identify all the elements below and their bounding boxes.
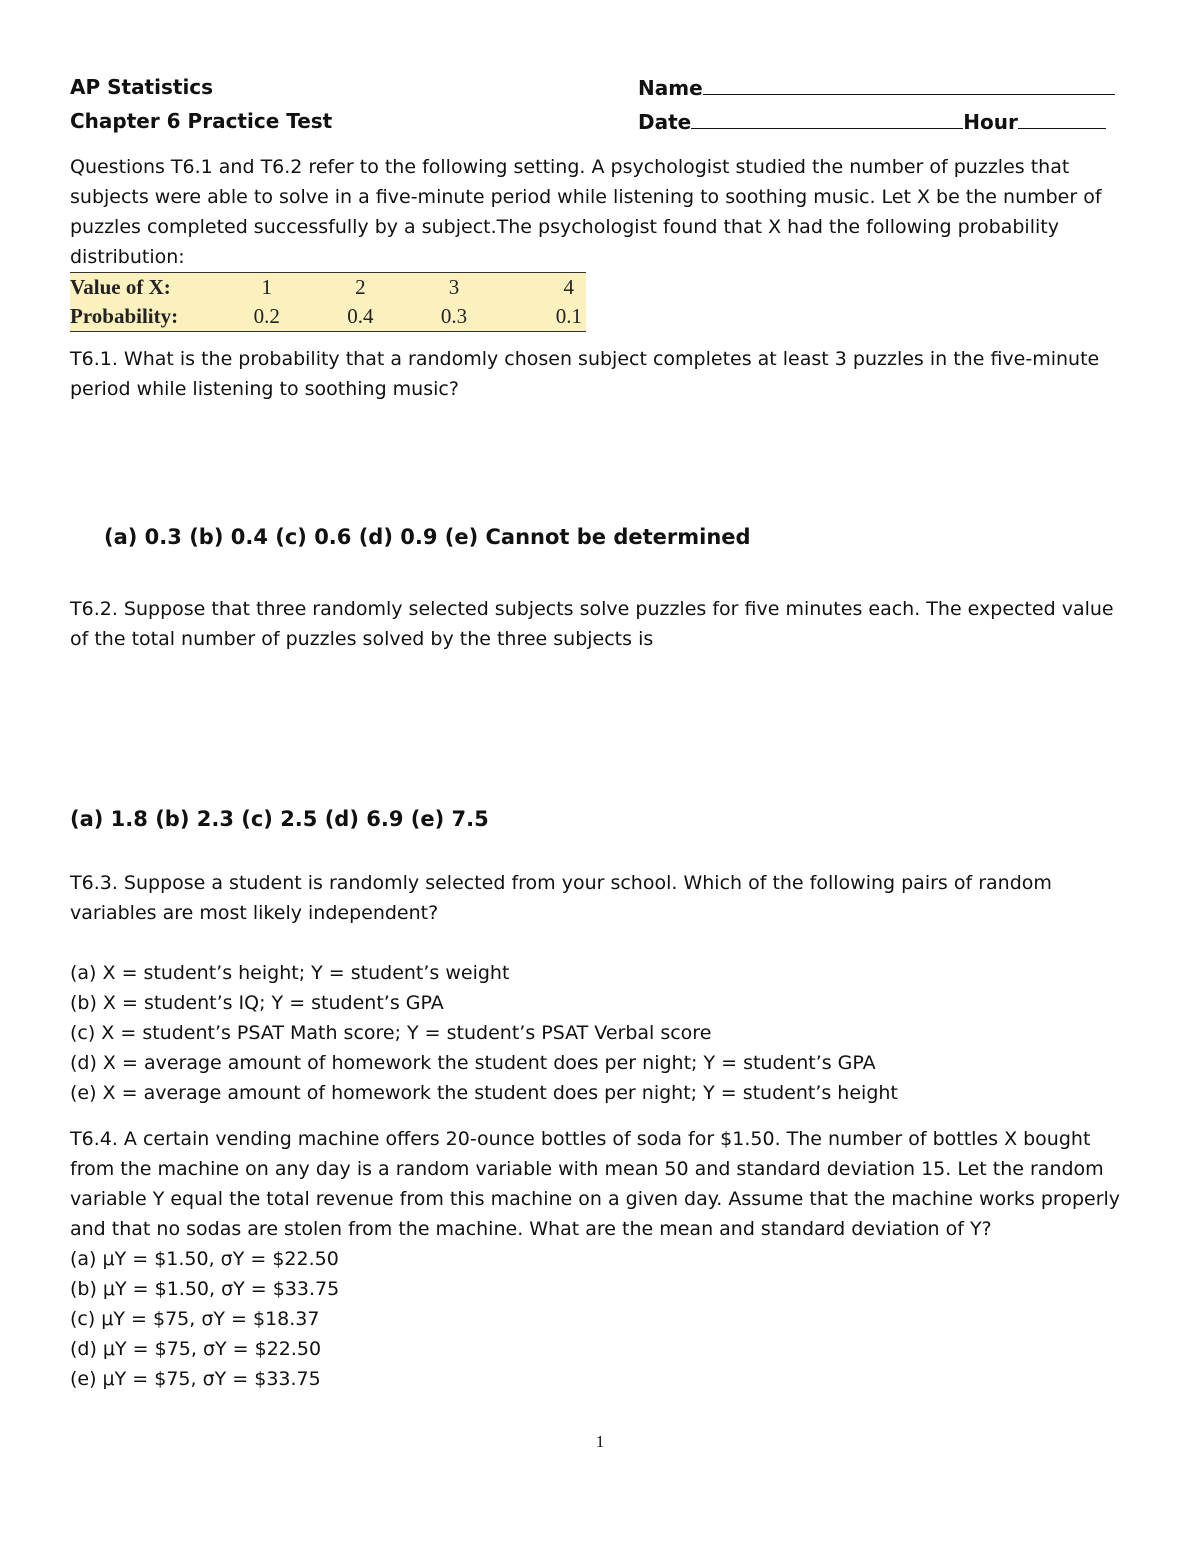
probability-cell: 0.4 xyxy=(347,304,374,328)
probability-cell: 0.3 xyxy=(440,304,468,328)
question-t6-3: T6.3. Suppose a student is randomly selected from your school. Which of the following pairs of random variables are most likely independent? xyxy=(70,872,1052,924)
hour-label: Hour xyxy=(963,110,1018,134)
question-t6-4: T6.4. A certain vending machine offers 20-ounce bottles of soda for $1.50. The number of bottles X bought from the machine on any day is a random variable with mean 50 and standard deviation 15. Let the random variable Y equal the total revenue from this machine on a given day. Assume that the machine works properly and that no sodas are stolen from the machine. What are the mean and standard deviation of Y? xyxy=(70,1128,1121,1240)
option-a: (a) μY = $1.50, σY = $22.50 xyxy=(70,1248,339,1270)
question-t6-3-options xyxy=(70,958,1130,1108)
date-label: Date xyxy=(638,110,692,134)
probability-cell: 0.2 xyxy=(253,304,280,328)
question-t6-2: T6.2. Suppose that three randomly selected subjects solve puzzles for five minutes each. The expected value of the total number of puzzles solved by the three subjects is xyxy=(70,598,1114,650)
option-d: (d) μY = $75, σY = $22.50 xyxy=(70,1338,322,1360)
page-number: 1 xyxy=(595,1432,605,1451)
value-cell: 4 xyxy=(563,275,574,299)
option-c: (c) X = student’s PSAT Math score; Y = student’s PSAT Verbal score xyxy=(70,1022,712,1044)
option-b: (b) X = student’s IQ; Y = student’s GPA xyxy=(70,992,444,1014)
probability-cell: 0.1 xyxy=(555,304,582,328)
worksheet-page xyxy=(70,70,1130,1394)
value-cell: 1 xyxy=(261,275,273,299)
header xyxy=(70,70,1130,138)
name-label: Name xyxy=(638,76,703,100)
question-t6-1-choices: (a) 0.3 (b) 0.4 (c) 0.6 (d) 0.9 (e) Cannot be determined xyxy=(104,525,751,549)
option-d: (d) X = average amount of homework the student does per night; Y = student’s GPA xyxy=(70,1052,876,1074)
probability-row xyxy=(70,302,586,332)
test-title: Chapter 6 Practice Test xyxy=(70,109,333,133)
probability-label: Probability: xyxy=(70,304,179,328)
name-blank xyxy=(703,72,1115,95)
option-c: (c) μY = $75, σY = $18.37 xyxy=(70,1308,320,1330)
value-cell: 2 xyxy=(355,275,366,299)
hour-blank xyxy=(1018,106,1106,129)
value-cell: 3 xyxy=(448,275,460,299)
question-t6-2-choices: (a) 1.8 (b) 2.3 (c) 2.5 (d) 6.9 (e) 7.5 xyxy=(70,807,489,831)
option-b: (b) μY = $1.50, σY = $33.75 xyxy=(70,1278,340,1300)
probability-distribution-table xyxy=(70,272,586,332)
intro-text: Questions T6.1 and T6.2 refer to the following setting. A psychologist studied the number of puzzles that subjects were able to solve in a five-minute period while listening to soothing music. Let X be the number of puzzles completed successfully by a subject.The psychologist found that X had the following probability distribution: xyxy=(70,156,1102,268)
value-label: Value of X: xyxy=(70,275,171,299)
date-hour-field xyxy=(638,106,1106,137)
value-row xyxy=(70,273,586,303)
option-a: (a) X = student’s height; Y = student’s weight xyxy=(70,962,510,984)
date-blank xyxy=(691,106,963,129)
name-field xyxy=(638,72,1115,103)
option-e: (e) X = average amount of homework the student does per night; Y = student’s height xyxy=(70,1082,898,1104)
course-title: AP Statistics xyxy=(70,75,214,99)
question-t6-4-options xyxy=(70,1244,1130,1394)
question-t6-1: T6.1. What is the probability that a randomly chosen subject completes at least 3 puzzles in the five-minute period while listening to soothing music? xyxy=(70,348,1100,400)
option-e: (e) μY = $75, σY = $33.75 xyxy=(70,1368,321,1390)
